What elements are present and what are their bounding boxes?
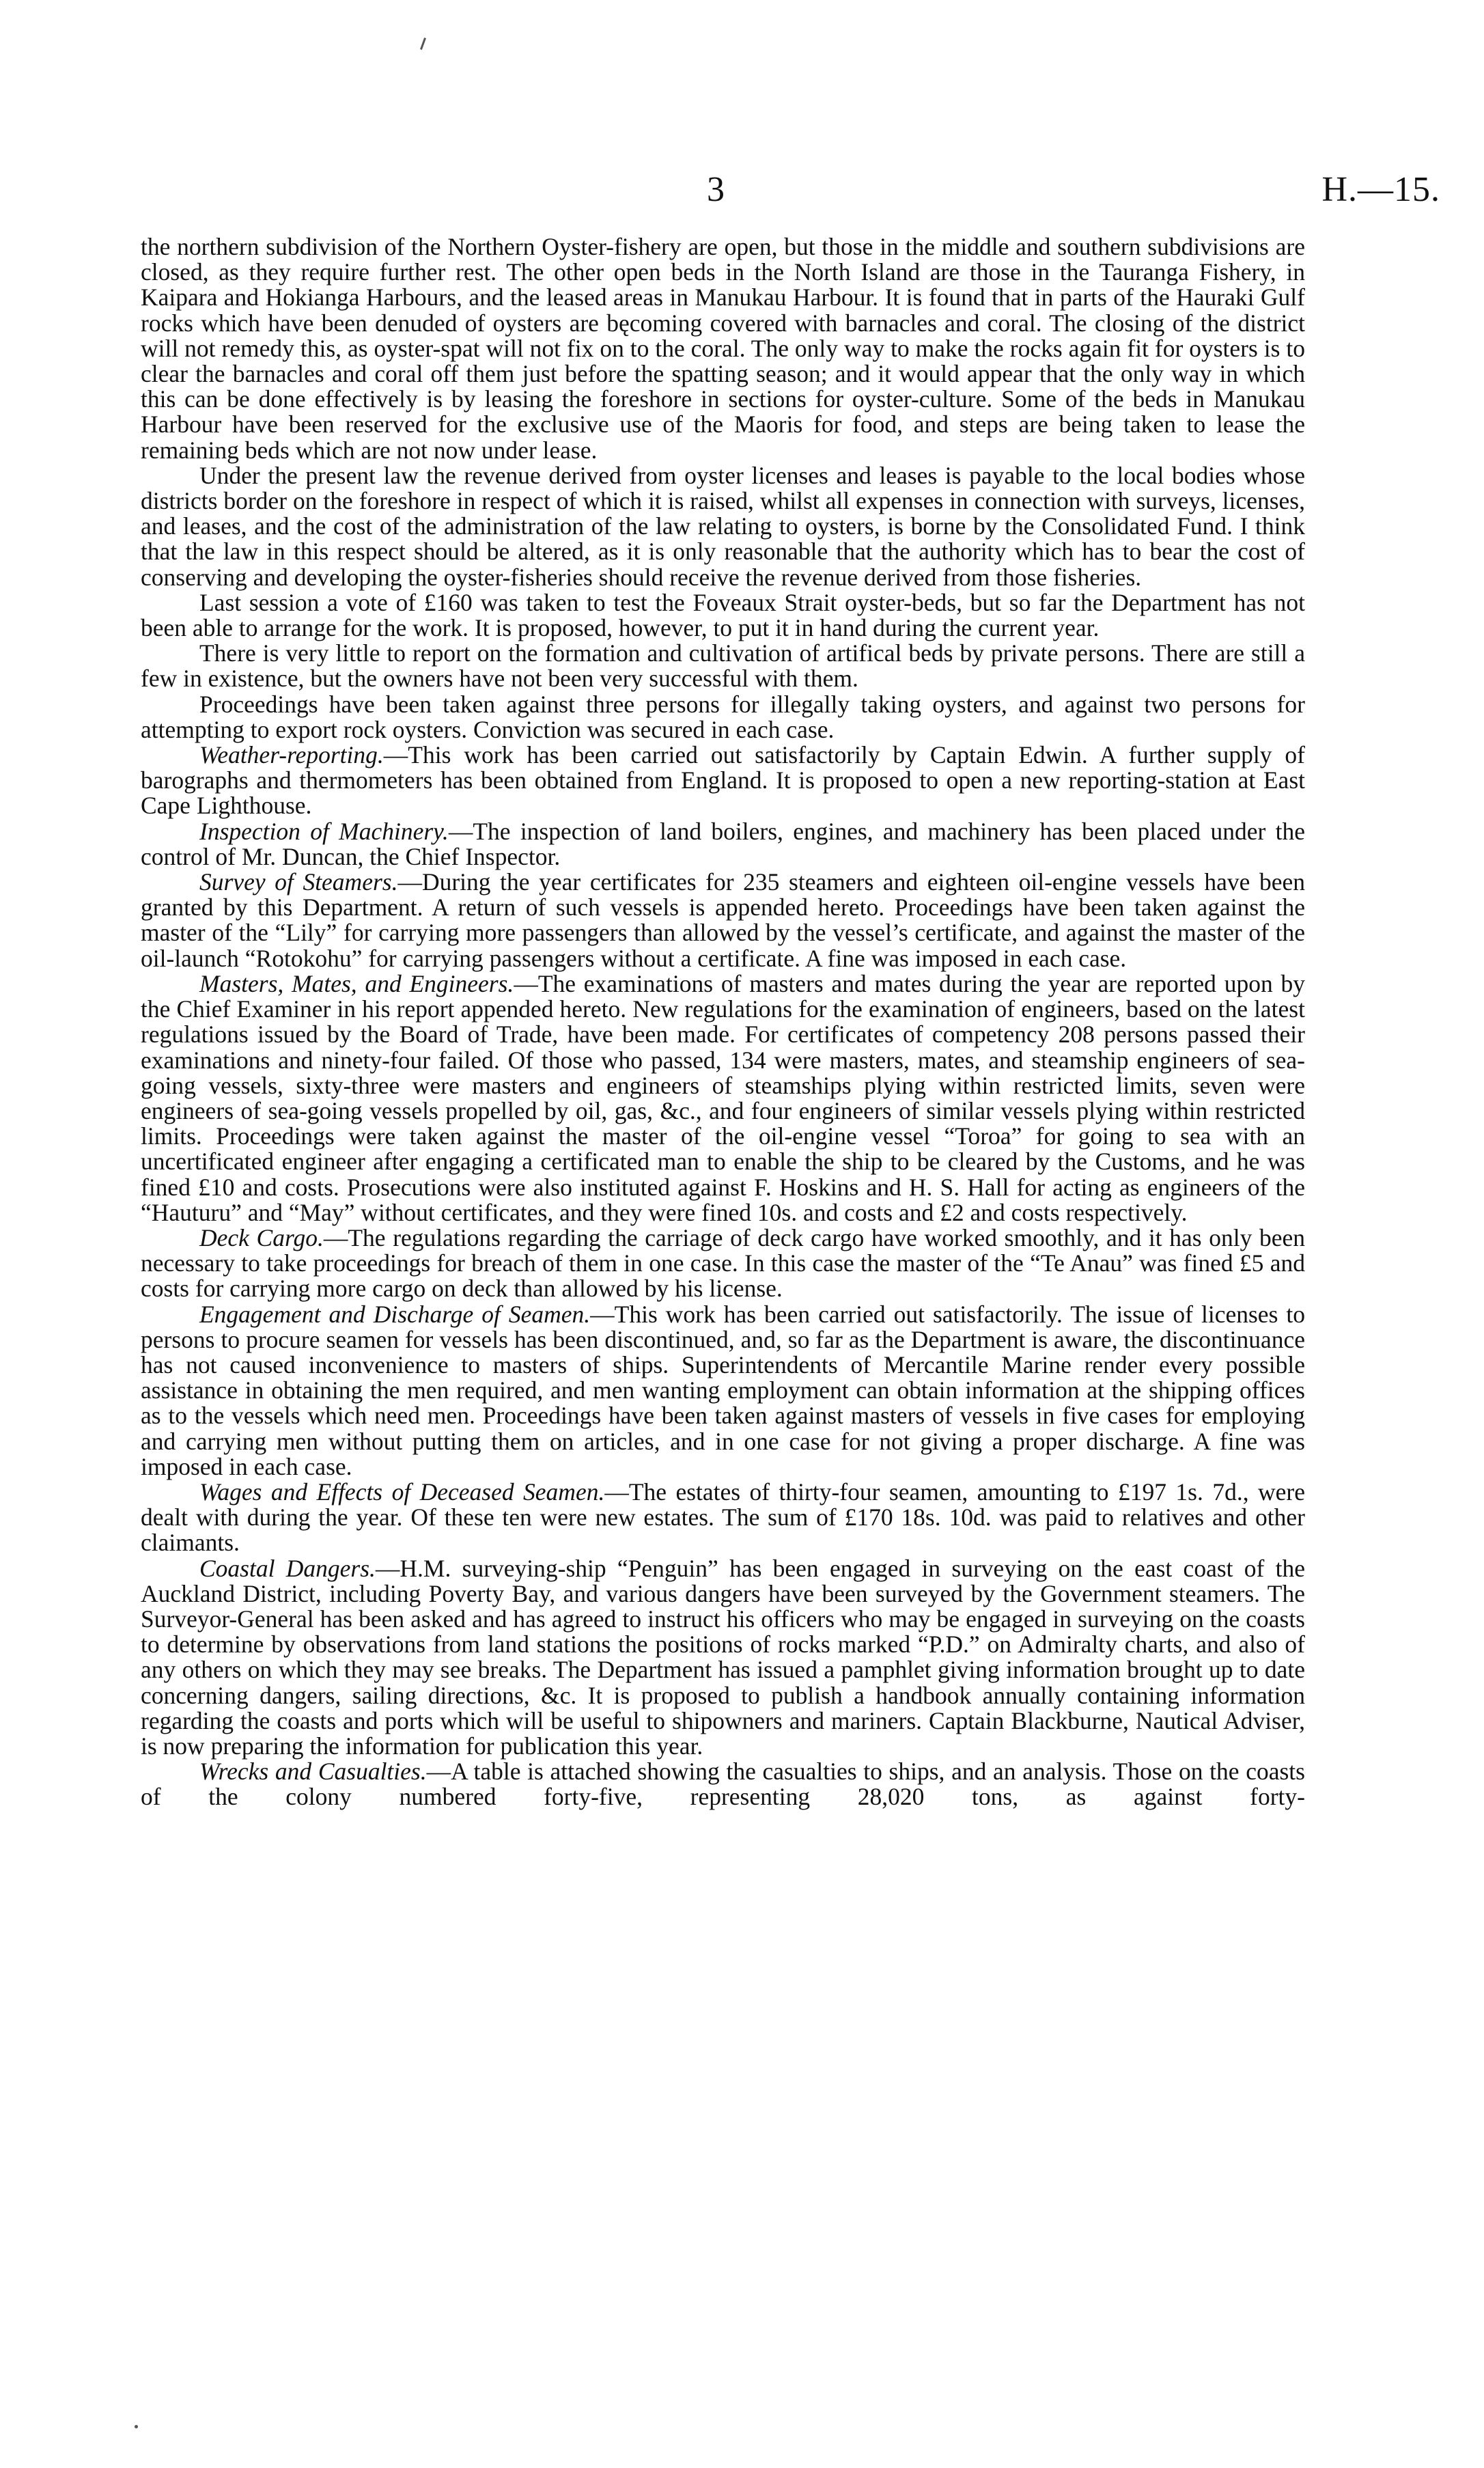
paragraph-text: —A table is attached showing the casualties to ships, and an analysis. Those on the coasts of the colony numbered forty-five, representing 28,020 tons, as against forty- xyxy=(141,1758,1305,1811)
paragraph-text: —This work has been carried out satisfactorily by Captain Edwin. A further supply of barographs and thermometers has been obtained from England. It is proposed to open a new reporting-station at East Cape Lighthouse. xyxy=(141,741,1305,820)
paragraph-heading: Inspection of Machinery. xyxy=(199,817,449,845)
paragraph-text: —During the year certificates for 235 steamers and eighteen oil-engine vessels have been granted by this Department. A return of such vessels is appended hereto. Proceedings have been taken against the master of the “Lily” for carrying more passengers than allowed by the vessel’s certificate, and against the master of the oil-launch “Rotokohu” for carrying passengers without a certificate. A fine was imposed in each case. xyxy=(141,868,1306,972)
paragraph-text: —The estates of thirty-four seamen, amounting to £197 1s. 7d., were dealt with during the year. Of these ten were new estates. The sum of £170 18s. 10d. was paid to relatives and other claimants. xyxy=(141,1478,1305,1557)
paragraph-heading: Engagement and Discharge of Seamen. xyxy=(199,1300,591,1328)
paragraph-text: Proceedings have been taken against three persons for illegally taking oysters, and against two persons for attempting to export rock oysters. Conviction was secured in each case. xyxy=(141,690,1305,743)
paragraph-text: There is very little to report on the formation and cultivation of artifical beds by private persons. There are still a few in existence, but the owners have not been very successful with them. xyxy=(141,639,1305,693)
paragraph-text: —The inspection of land boilers, engines, and machinery has been placed under the control of Mr. Duncan, the Chief Inspector. xyxy=(141,817,1305,870)
paragraph-coastal-dangers xyxy=(141,1556,1305,1760)
paragraph-oyster-proceedings xyxy=(141,692,1305,743)
paragraph-artificial-beds xyxy=(141,641,1305,691)
paragraph-masters-mates-engineers xyxy=(141,971,1305,1225)
paragraph-text: Last session a vote of £160 was taken to test the Foveaux Strait oyster-beds, but so far the Department has not been able to arrange for the work. It is proposed, however, to put it in hand during the current year. xyxy=(141,588,1305,642)
paragraph-deceased-seamen xyxy=(141,1480,1305,1556)
paragraph-text: the northern subdivision of the Northern Oyster-fishery are open, but those in the middle and southern subdivisions are closed, as they require further rest. The other open beds in the North Island are those in the Tauranga Fishery, in Kaipara and Hokianga Harbours, and the leased areas in Manukau Harbour. It is found that in parts of the Hauraki Gulf rocks which have been denuded of oysters are bęcoming covered with barnacles and coral. The closing of the district will not remedy this, as oyster-spat will not fix on to the coral. The only way to make the rocks again fit for oysters is to clear the barnacles and coral off them just before the spatting season; and it would appear that the only way in which this can be done effectively is by leasing the foreshore in sections for oyster-culture. Some of the beds in Manukau Harbour have been reserved for the exclusive use of the Maoris for food, and steps are being taken to lease the remaining beds which are not now under lease. xyxy=(141,233,1305,464)
stray-mark xyxy=(135,2425,138,2428)
document-reference: H.—15. xyxy=(1321,170,1440,209)
paragraph-foveaux-strait xyxy=(141,590,1305,641)
paragraph-heading: Survey of Steamers. xyxy=(199,868,398,896)
paragraph-text: —H.M. surveying-ship “Penguin” has been engaged in surveying on the east coast of the Auckland District, including Poverty Bay, and various dangers have been surveyed by the Government steamers. The Surveyor-General has been asked and has agreed to instruct his officers who may be engaged in surveying on the coasts to determine by observations from land stations the positions of rocks marked “P.D.” on Admiralty charts, and also of any others on which they may see breaks. The Department has issued a pamphlet giving information brought up to date concerning dangers, sailing directions, &c. It is proposed to publish a handbook annually containing information regarding the coasts and ports which will be useful to shipowners and mariners. Captain Blackburne, Nautical Adviser, is now preparing the information for publication this year. xyxy=(141,1554,1305,1760)
paragraph-heading: Wages and Effects of Deceased Seamen. xyxy=(199,1478,605,1506)
paragraph-heading: Coastal Dangers. xyxy=(199,1554,376,1582)
paragraph-engagement-seamen xyxy=(141,1302,1305,1480)
paragraph-heading: Masters, Mates, and Engineers. xyxy=(199,969,514,997)
paragraph-text: —This work has been carried out satisfactorily. The issue of licenses to persons to procure seamen for vessels has been discontinued, and, so far as the Department is aware, the discontinuance has not caused inconvenience to masters of ships. Superintendents of Mercantile Marine render every possible assistance in obtaining the men required, and men wanting employment can obtain information at the shipping offices as to the vessels which need men. Proceedings have been taken against masters of vessels in five cases for employing and carrying men without putting them on articles, and in one case for not giving a proper discharge. A fine was imposed in each case. xyxy=(141,1300,1305,1480)
page-number: 3 xyxy=(707,170,725,209)
paragraph-inspection-machinery xyxy=(141,819,1305,870)
paragraph-weather-reporting xyxy=(141,743,1305,819)
paragraph-text: —The regulations regarding the carriage of deck cargo have worked smoothly, and it has only been necessary to take proceedings for breach of them in one case. In this case the master of the “Te Anau” was fined £5 and costs for carrying more cargo on deck than allowed by his license. xyxy=(141,1223,1305,1303)
paragraph-text: —The examinations of masters and mates during the year are reported upon by the Chief Examiner in his report appended hereto. New regulations for the examination of engineers, based on the latest regulations issued by the Board of Trade, have been made. For certificates of competency 208 persons passed their examinations and ninety-four failed. Of those who passed, 134 were masters, mates, and steamship engineers of sea-going vessels, sixty-three were masters and engineers of steamships plying within restricted limits, seven were engineers of sea-going vessels propelled by oil, gas, &c., and four engineers of similar vessels plying within restricted limits. Proceedings were taken against the master of the oil-engine vessel “Toroa” for going to sea with an uncertificated engineer after engaging a certificated man to enable the ship to be cleared by the Customs, and he was fined £10 and costs. Prosecutions were also instituted against F. Hoskins and H. S. Hall for acting as engineers of the “Hauturu” and “May” without certificates, and they were fined 10s. and costs and £2 and costs respectively. xyxy=(141,969,1305,1226)
paragraph-oyster-revenue xyxy=(141,463,1305,590)
paragraph-wrecks-casualties xyxy=(141,1759,1305,1810)
paragraph-deck-cargo xyxy=(141,1225,1305,1302)
paragraph-heading: Weather-reporting. xyxy=(199,741,384,769)
paragraph-heading: Deck Cargo. xyxy=(199,1223,324,1251)
paragraph-oyster-beds xyxy=(141,234,1305,463)
paragraph-survey-steamers xyxy=(141,870,1305,971)
report-body xyxy=(141,234,1305,1810)
paragraph-heading: Wrecks and Casualties. xyxy=(199,1758,427,1786)
stray-mark xyxy=(420,38,426,50)
paragraph-text: Under the present law the revenue derived from oyster licenses and leases is payable to the local bodies whose districts border on the foreshore in respect of which it is raised, whilst all expenses in connection with surveys, licenses, and leases, and the cost of the administration of the law relating to oysters, is borne by the Consolidated Fund. I think that the law in this respect should be altered, as it is only reasonable that the authority which has to bear the cost of conserving and developing the oyster-fisheries should receive the revenue derived from those fisheries. xyxy=(141,461,1305,591)
